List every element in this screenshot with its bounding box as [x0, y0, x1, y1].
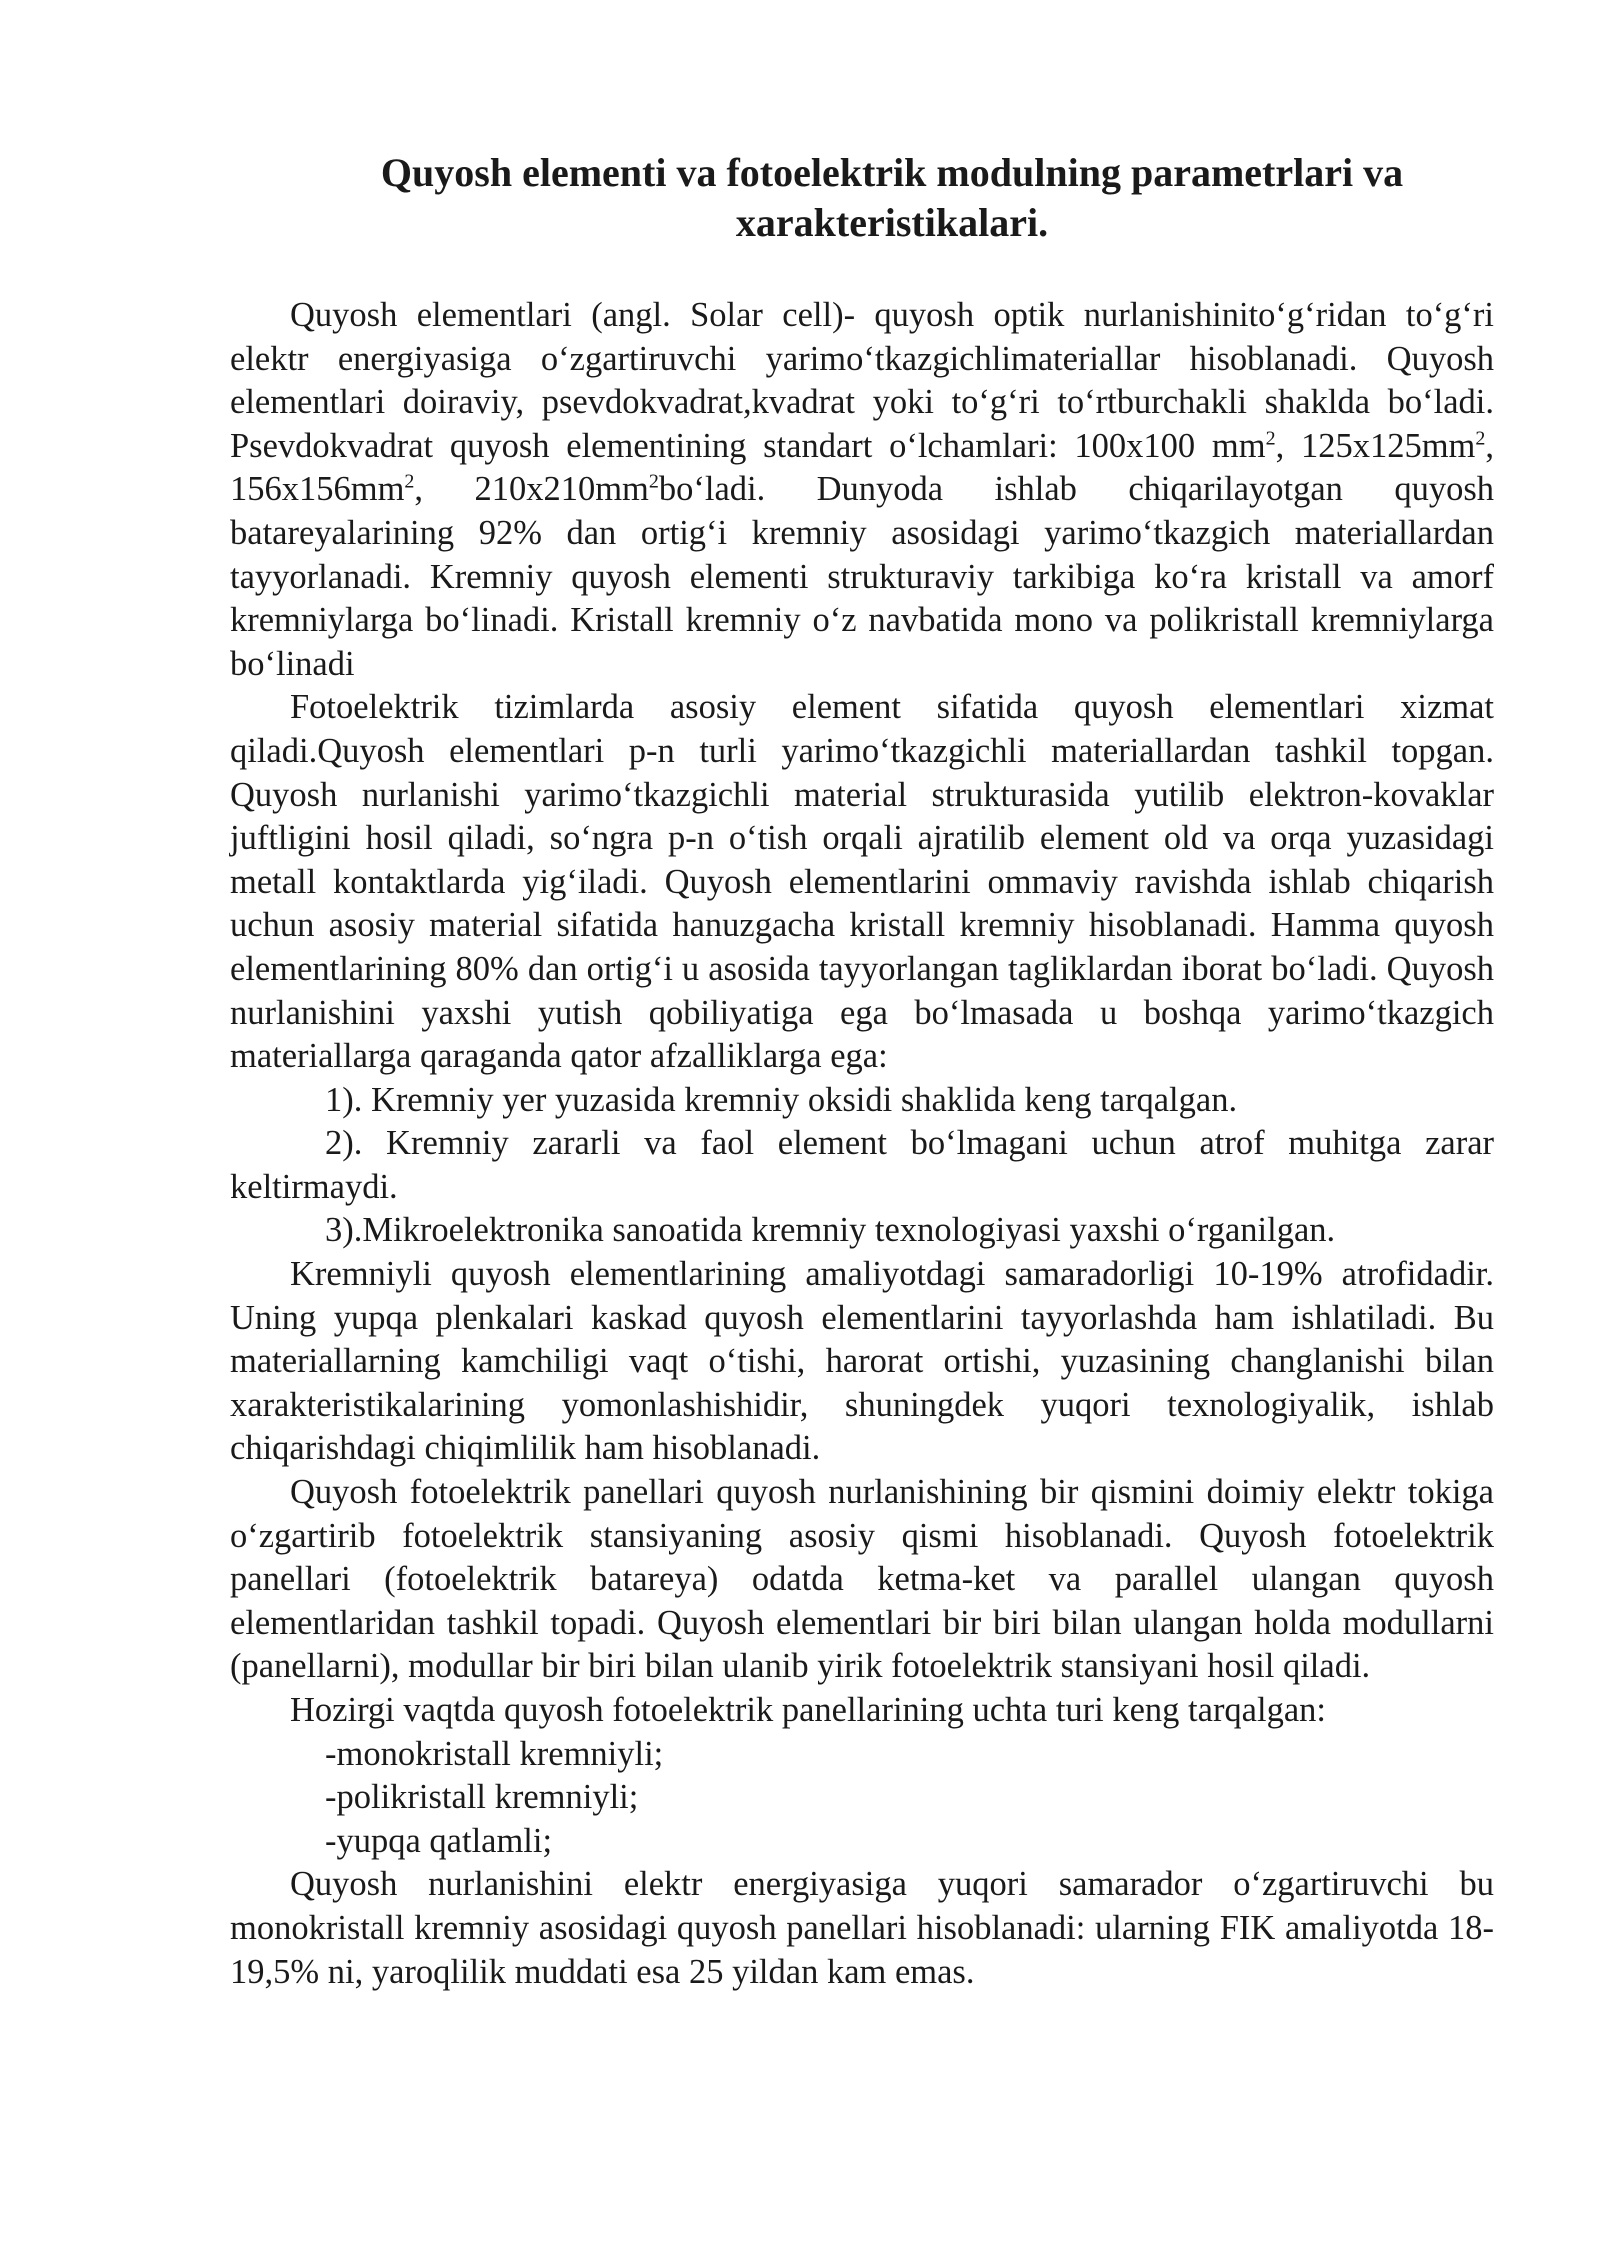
- bullet-item-3: -yupqa qatlamli;: [325, 1821, 553, 1860]
- paragraph-pv-panels: Quyosh fotoelektrik panellari quyosh nurlanishining bir qismini doimiy elektr tokiga o‘zgartirib fotoelektrik stansiyaning asosiy qismi hisoblanadi. Quyosh fotoelektrik panellari (fotoelektrik batareya) odatda ketma-ket va parallel ulangan quyosh elementlaridan tashkil topadi. Quyosh elementlari bir biri bilan ulangan holda modullarni (panellarni), modullar bir biri bilan ulanib yirik fotoelektrik stansiyani hosil qiladi.: [230, 1473, 1494, 1686]
- paragraph-text: , 156x156mm: [230, 426, 1495, 509]
- paragraph-panel-types: Hozirgi vaqtda quyosh fotoelektrik panellarining uchta turi keng tarqalgan:: [290, 1691, 1326, 1729]
- superscript: 2: [648, 470, 659, 493]
- list-item-2: 2). Kremniy zararli va faol element bo‘lmagani uchun atrof muhitga zarar keltirmaydi.: [230, 1124, 1494, 1206]
- paragraph-text: , 210x210mm: [414, 470, 649, 509]
- superscript: 2: [1265, 427, 1276, 450]
- paragraph-photoelectric-systems: Fotoelektrik tizimlarda asosiy element sifatida quyosh elementlari xizmat qiladi.Quyosh elementlari p-n turli yarimo‘tkazgichli materiallardan tashkil topgan. Quyosh nurlanishi yarimo‘tkazgichli material strukturasida yutilib elektron-kovaklar juftligini hosil qiladi, so‘ngra p-n o‘tish orqali ajratilib element old va orqa yuzasidagi metall kontaktlarda yig‘iladi. Quyosh elementlarini ommaviy ravishda ishlab chiqarish uchun asosiy material sifatida hanuzgacha kristall kremniy hisoblanadi. Hamma quyosh elementlarining 80% dan ortig‘i u asosida tayyorlangan tagliklardan iborat bo‘ladi. Quyosh nurlanishini yaxshi yutish qobiliyatiga ega bo‘lmasada u boshqa yarimo‘tkazgich materiallarga qaraganda qator afzalliklarga ega:: [230, 688, 1494, 1076]
- list-item-1: 1). Kremniy yer yuzasida kremniy oksidi shaklida keng tarqalgan.: [325, 1080, 1238, 1119]
- document-page: [230, 148, 1494, 1994]
- paragraph-solar-cells-intro: [230, 294, 1494, 686]
- bullet-item-1: -monokristall kremniyli;: [325, 1734, 664, 1773]
- paragraph-monocrystalline: Quyosh nurlanishini elektr energiyasiga yuqori samarador o‘zgartiruvchi bu monokristall kremniy asosidagi quyosh panellari hisoblanadi: ularning FIK amaliyotda 18-19,5% ni, yaroqlilik muddati esa 25 yildan kam emas.: [230, 1865, 1494, 1991]
- paragraph-text: Quyosh elementlari (angl. Solar cell)- quyosh optik nurlanishinito‘g‘ridan to‘g‘ri elektr energiyasiga o‘zgartiruvchi yarimo‘tkazgichlimateriallar hisoblanadi. Quyosh elementlari doiraviy, psevdokvadrat,kvadrat yoki to‘g‘ri to‘rtburchakli shaklda bo‘ladi. Psevdokvadrat quyosh elementining standart o‘lchamlari: 100x100 mm: [230, 296, 1494, 465]
- page-title: [230, 148, 1494, 248]
- superscript: 2: [404, 470, 415, 493]
- bullet-item-2: -polikristall kremniyli;: [325, 1778, 639, 1817]
- paragraph-text: , 125x125mm: [1275, 426, 1476, 465]
- paragraph-text: bo‘ladi. Dunyoda ishlab chiqarilayotgan quyosh batareyalarining 92% dan ortig‘i kremniy asosidagi yarimo‘tkazgich materiallardan tayyorlanadi. Kremniy quyosh elementi strukturaviy tarkibiga ko‘ra kristall va amorf kremniylarga bo‘linadi. Kristall kremniy o‘z navbatida mono va polikristall kremniylarga bo‘linadi: [230, 470, 1494, 683]
- title-line-2: xarakteristikalari.: [735, 200, 1049, 245]
- title-line-1: Quyosh elementi va fotoelektrik modulning parametrlari va: [380, 150, 1404, 195]
- paragraph-silicon-efficiency: Kremniyli quyosh elementlarining amaliyotdagi samaradorligi 10-19% atrofidadir. Uning yupqa plenkalari kaskad quyosh elementlarini tayyorlashda ham ishlatiladi. Bu materiallarning kamchiligi vaqt o‘tishi, harorat ortishi, yuzasining changlanishi bilan xarakteristikalarining yomonlashishidir, shuningdek yuqori texnologiyalik, ishlab chiqarishdagi chiqimlilik ham hisoblanadi.: [230, 1255, 1494, 1468]
- superscript: 2: [1475, 427, 1486, 450]
- list-item-3: 3).Mikroelektronika sanoatida kremniy texnologiyasi yaxshi o‘rganilgan.: [325, 1211, 1336, 1250]
